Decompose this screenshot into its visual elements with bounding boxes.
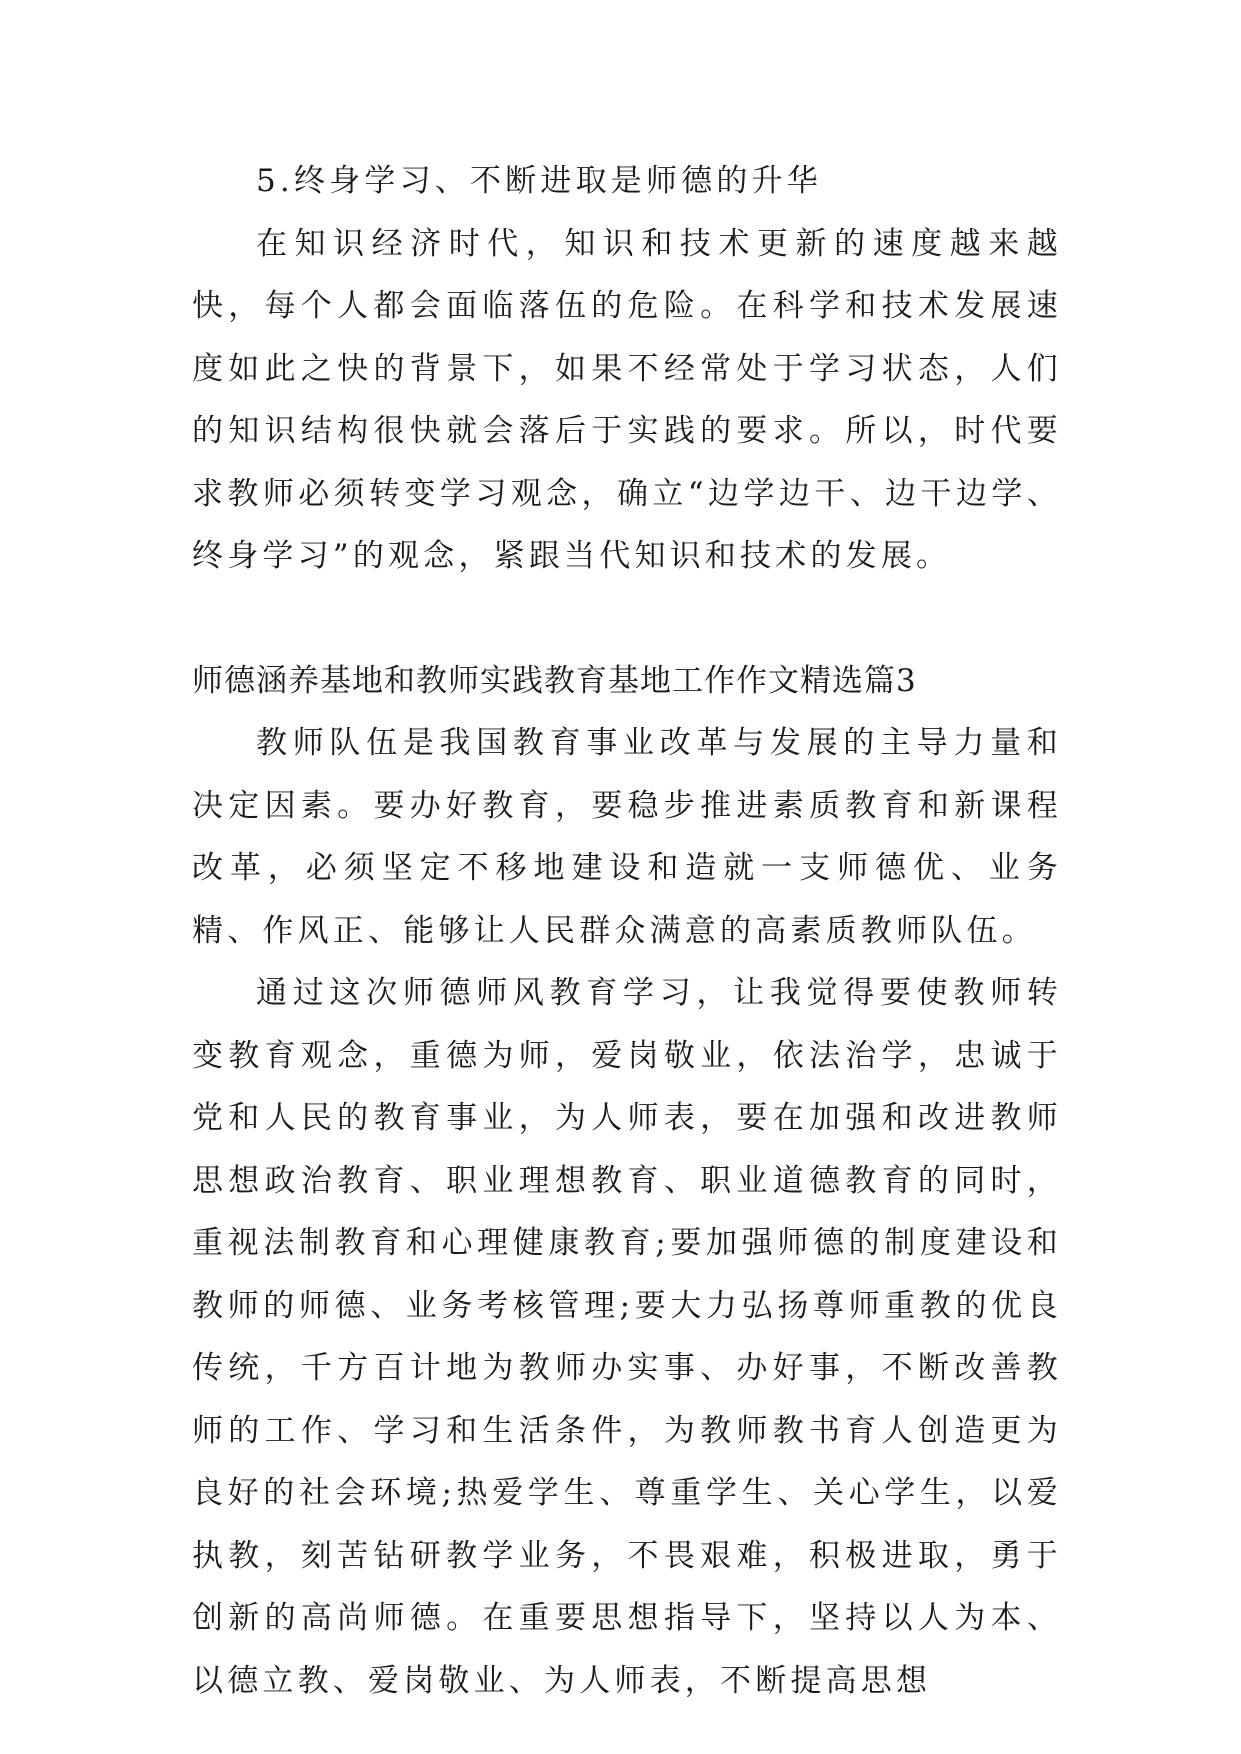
- document-body: [192, 150, 1062, 1712]
- section-title: 师德涵养基地和教师实践教育基地工作作文精选篇3: [192, 662, 917, 699]
- paragraph-2: 教师队伍是我国教育事业改革与发展的主导力量和决定因素。要办好教育，要稳步推进素质教育和新课程改革，必须坚定不移地建设和造就一支师德优、业务精、作风正、能够让人民群众满意的高素质教师队伍。: [192, 725, 1062, 949]
- subheading: 5.终身学习、不断进取是师德的升华: [256, 163, 822, 199]
- paragraph-1: 在知识经济时代，知识和技术更新的速度越来越快，每个人都会面临落伍的危险。在科学和技术发展速度如此之快的背景下，如果不经常处于学习状态，人们的知识结构很快就会落后于实践的要求。所以，时代要求教师必须转变学习观念，确立“边学边干、边干边学、终身学习”的观念，紧跟当代知识和技术的发展。: [192, 225, 1062, 574]
- paragraph-3: 通过这次师德师风教育学习，让我觉得要使教师转变教育观念，重德为师，爱岗敬业，依法治学，忠诚于党和人民的教育事业，为人师表，要在加强和改进教师思想政治教育、职业理想教育、职业道德教育的同时，重视法制教育和心理健康教育;要加强师德的制度建设和教师的师德、业务考核管理;要大力弘扬尊师重教的优良传统，千方百计地为教师办实事、办好事，不断改善教师的工作、学习和生活条件，为教师教书育人创造更为良好的社会环境;热爱学生、尊重学生、关心学生，以爱执教，刻苦钻研教学业务，不畏艰难，积极进取，勇于创新的高尚师德。在重要思想指导下，坚持以人为本、以德立教、爱岗敬业、为人师表，不断提高思想: [192, 975, 1062, 1699]
